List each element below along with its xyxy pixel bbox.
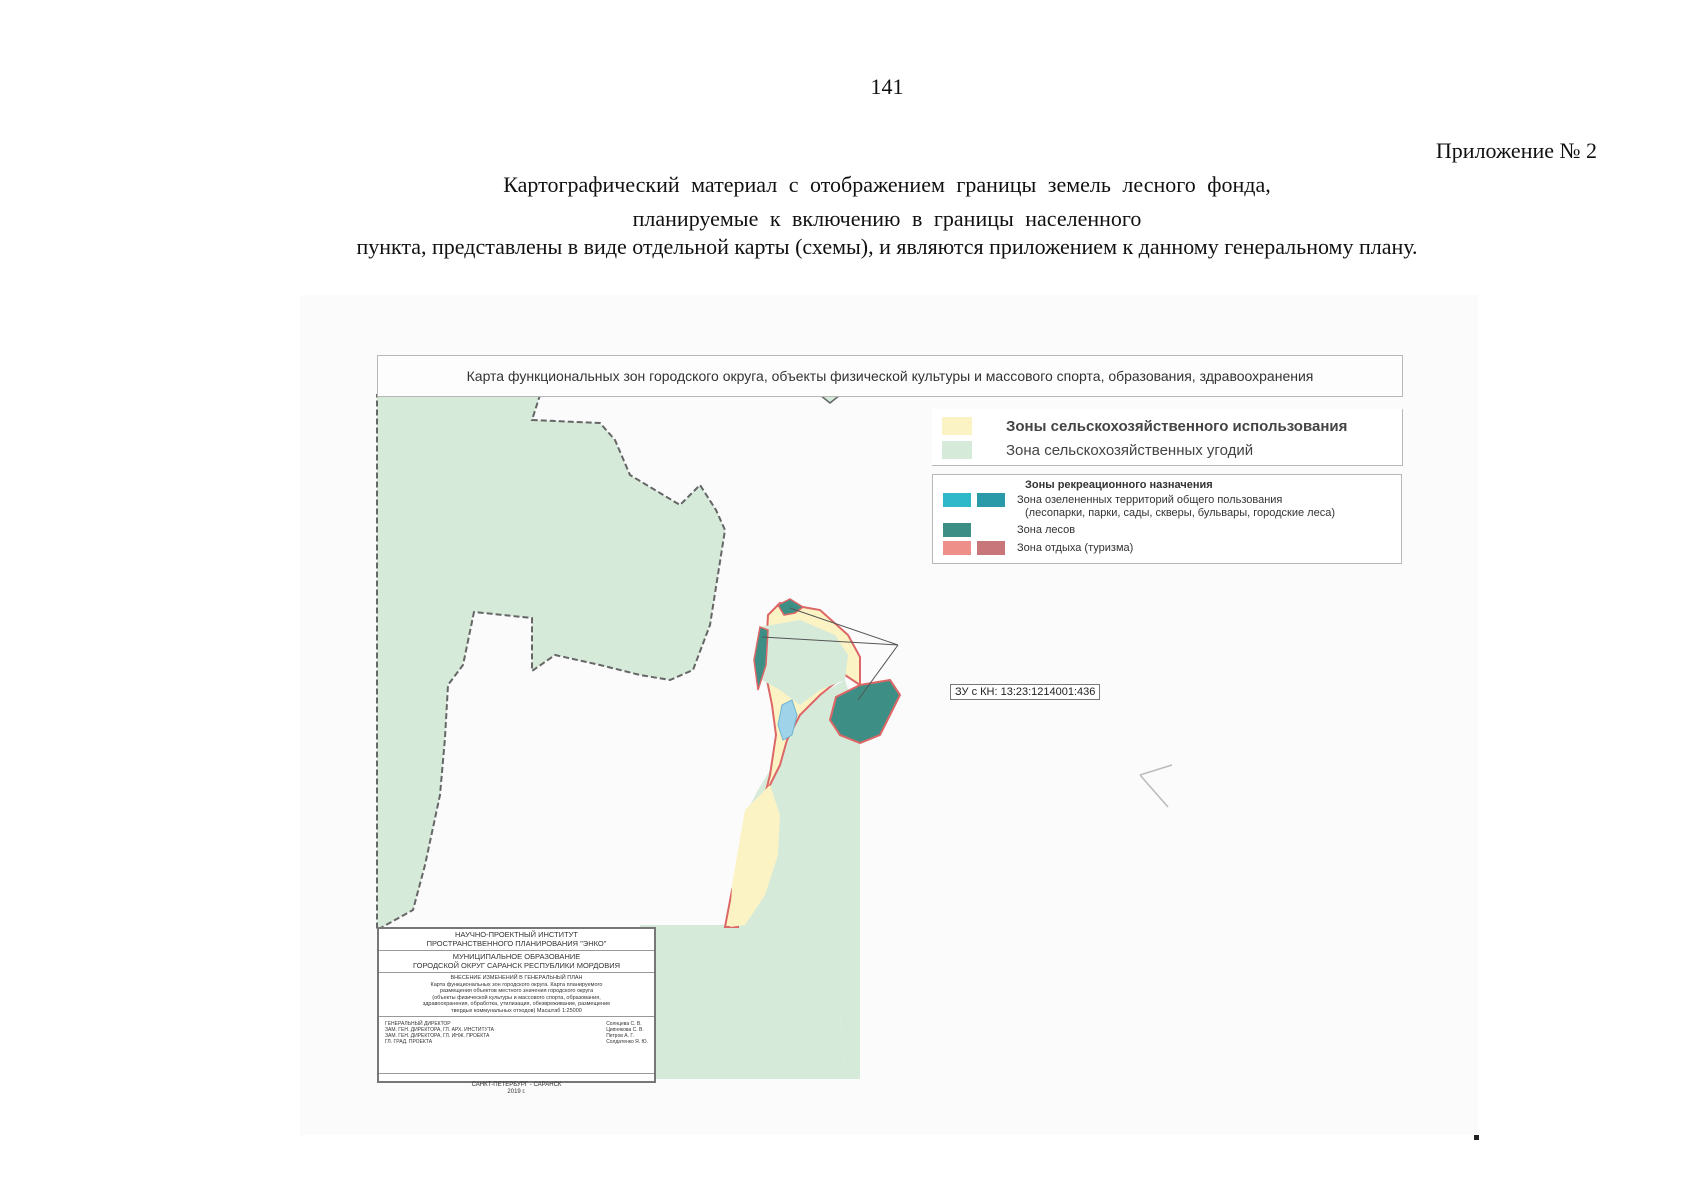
tb-desc-4: здравоохранения, обработка, утилизация, обезвреживание, размещение xyxy=(422,1001,611,1007)
caption-line-3: пункта, представлены в виде отдельной карты (схемы), и являются приложением к данному генеральному плану. xyxy=(356,234,1418,259)
tb-desc-3: (объекты физической культуры и массового спорта, образования, xyxy=(432,994,601,1001)
tb-name-4: Солдатенко Я. Ю. xyxy=(606,1039,648,1045)
green-public-swatch-1 xyxy=(943,493,971,507)
tb-role-2: ЗАМ. ГЕН. ДИРЕКТОРА, ГЛ. АРХ. ИНСТИТУТА xyxy=(385,1027,494,1033)
tourism-swatch-2 xyxy=(977,541,1005,555)
caption-line-2: планируемые к включению в границы населенного xyxy=(632,206,1142,231)
legend-recreation xyxy=(932,474,1402,564)
map-frame xyxy=(300,295,1478,1135)
tb-institute-1: НАУЧНО-ПРОЕКТНЫЙ ИНСТИТУТ xyxy=(454,930,579,939)
tb-institute-2: ПРОСТРАНСТВЕННОГО ПЛАНИРОВАНИЯ "ЭНКО" xyxy=(426,938,607,948)
page-number: 141 xyxy=(870,74,904,99)
parcel-label: ЗУ с КН: 13:23:1214001:436 xyxy=(950,684,1100,700)
agri-lands-swatch xyxy=(942,441,972,459)
tb-role-4: ГЛ. ГРАД. ПРОЕКТА xyxy=(385,1039,433,1045)
forest-swatch xyxy=(943,523,971,537)
title-block xyxy=(377,927,656,1095)
tb-desc-5: твердых коммунальных отходов) Масштаб 1:25000 xyxy=(451,1007,582,1014)
tb-desc-1: Карта функциональных зон городского округа. Карта планируемого xyxy=(430,981,603,988)
map-title: Карта функциональных зон городского округа, объекты физической культуры и массового спорта, образования, здравоохранения xyxy=(377,355,1403,397)
tb-municipality-2: ГОРОДСКОЙ ОКРУГ САРАНСК РЕСПУБЛИКИ МОРДОВИЯ xyxy=(412,960,621,970)
legend-agri-lands: Зона сельскохозяйственных угодий xyxy=(1006,441,1254,459)
tb-role-3: ЗАМ. ГЕН. ДИРЕКТОРА, ГЛ. ИНЖ. ПРОЕКТА xyxy=(385,1033,490,1039)
agri-lands-region-west xyxy=(377,395,725,930)
tb-year: 2019 г. xyxy=(507,1089,526,1095)
appendix-label: Приложение № 2 xyxy=(1435,138,1597,163)
north-arrow-mark xyxy=(1140,765,1172,807)
legend-tourism: Зона отдыха (туризма) xyxy=(1017,542,1134,554)
tb-desc-2: размещения объектов местного значения городского округа xyxy=(439,988,594,994)
legend-green-public-1: Зона озелененных территорий общего пользования xyxy=(1017,494,1283,506)
legend-green-public-2: (лесопарки, парки, сады, скверы, бульвары, городские леса) xyxy=(1025,507,1335,519)
tb-plan-title: ВНЕСЕНИЕ ИЗМЕНЕНИЙ В ГЕНЕРАЛЬНЫЙ ПЛАН xyxy=(450,975,583,981)
green-public-swatch-2 xyxy=(977,493,1005,507)
legend-agri-header: Зоны сельскохозяйственного использования xyxy=(1006,417,1348,435)
tb-name-2: Ципнякова С. В. xyxy=(606,1027,644,1033)
scan-corner-mark xyxy=(1474,1135,1479,1140)
tb-name-1: Солнцева С. В. xyxy=(606,1021,642,1027)
tourism-swatch-1 xyxy=(943,541,971,555)
legend-forests: Зона лесов xyxy=(1017,524,1076,536)
tb-municipality-1: МУНИЦИПАЛЬНОЕ ОБРАЗОВАНИЕ xyxy=(452,952,581,961)
tb-name-3: Петров А. Г. xyxy=(606,1033,634,1039)
caption-line-1: Картографический материал с отображением границы земель лесного фонда, xyxy=(503,172,1271,197)
agri-use-swatch xyxy=(942,417,972,435)
tb-role-1: ГЕНЕРАЛЬНЫЙ ДИРЕКТОР xyxy=(385,1021,451,1027)
legend-recreation-header: Зоны рекреационного назначения xyxy=(1025,479,1213,491)
legend-agri xyxy=(932,409,1403,466)
tb-city: САНКТ-ПЕТЕРБУРГ - САРАНСК xyxy=(471,1082,562,1088)
